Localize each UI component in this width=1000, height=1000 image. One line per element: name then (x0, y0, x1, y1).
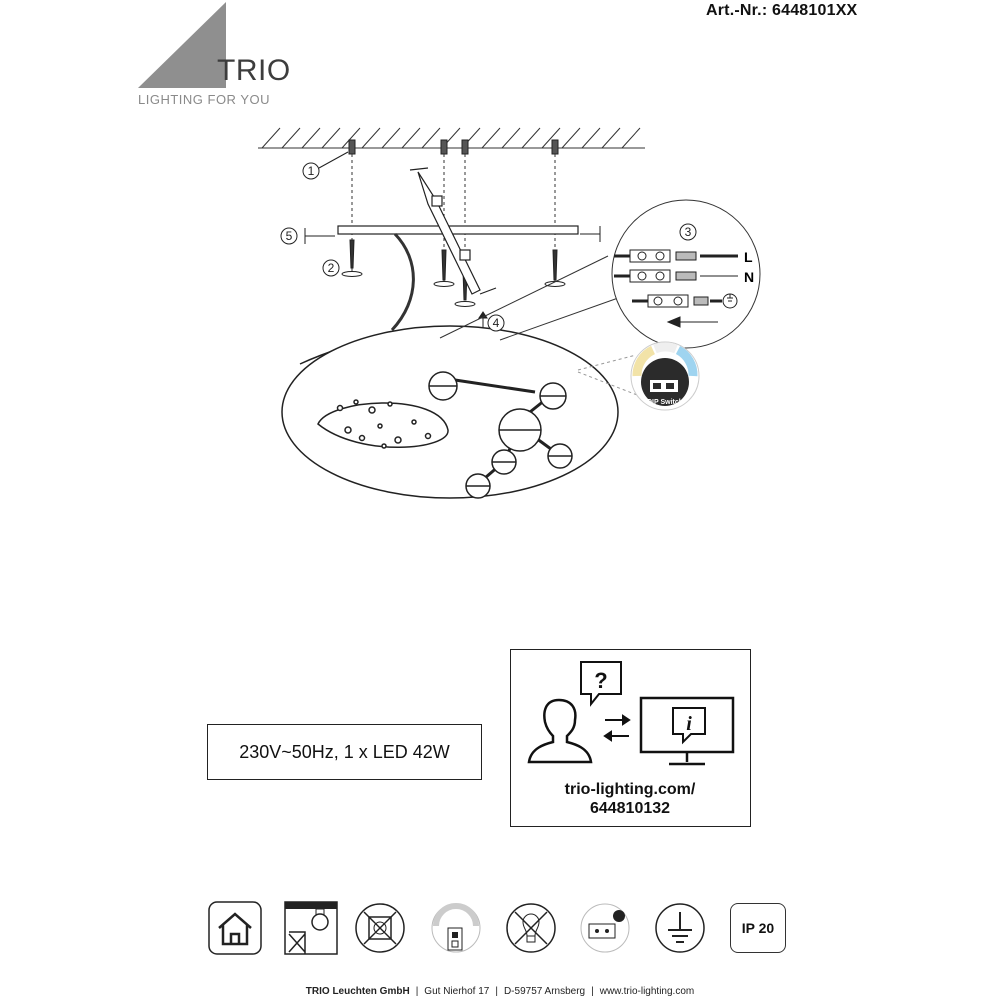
step-2-label: 2 (327, 261, 335, 275)
electrical-spec-box (207, 724, 482, 780)
mounting-bracket (338, 168, 578, 294)
ceiling (258, 128, 645, 148)
installation-diagram (250, 110, 770, 510)
dip-switch-label: DIP Switch (646, 399, 684, 406)
online-support-illustration (525, 658, 737, 776)
wire-label-live: L (744, 249, 753, 265)
color-temperature-switch-icon (428, 898, 484, 958)
online-info-box (510, 649, 751, 827)
support-url-line1: trio-lighting.com/ (564, 781, 696, 798)
step-3-label: 3 (684, 225, 692, 239)
svg-text:i: i (686, 713, 692, 735)
luminaire (282, 326, 618, 498)
remote-control-icon (577, 898, 633, 958)
step-4-label: 4 (492, 316, 500, 330)
electrical-spec: 230V~50Hz, 1 x LED 42W (239, 741, 450, 762)
svg-text:?: ? (594, 668, 608, 693)
no-dimmer-icon (352, 898, 408, 958)
step-5-label: 5 (285, 229, 293, 243)
trio-logo-triangle (138, 2, 228, 88)
protective-earth-icon (652, 898, 708, 958)
led-not-replaceable-icon (503, 898, 559, 958)
footer-company: TRIO Leuchten GmbH (305, 986, 410, 997)
brand-tagline: LIGHTING FOR YOU (138, 92, 270, 107)
footer-city: D-59757 Arnsberg (503, 986, 586, 997)
footer-website[interactable]: www.trio-lighting.com (599, 986, 695, 997)
ip-rating: IP 20 (741, 920, 775, 936)
dip-switch-badge (631, 342, 699, 410)
ceiling-mount-icon (283, 898, 339, 958)
wiring-detail (612, 200, 760, 348)
brand-name: TRIO (217, 54, 291, 87)
footer: TRIO Leuchten GmbH | Gut Nierhof 17 | D-59757 Arnsberg | www.trio-lighting.com (305, 986, 695, 997)
user-icon (529, 700, 591, 762)
support-url-line2: 644810132 (589, 800, 671, 817)
exchange-arrows-icon (605, 716, 629, 740)
article-number: Art.-Nr.: 6448101XX (706, 2, 858, 19)
indoor-use-icon (207, 898, 263, 958)
support-url[interactable] (511, 780, 749, 818)
wire-label-neutral: N (744, 269, 755, 285)
step-1-label: 1 (307, 164, 315, 178)
ip-rating-badge (730, 903, 786, 953)
power-cable (392, 234, 413, 330)
footer-address: Gut Nierhof 17 (424, 986, 490, 997)
